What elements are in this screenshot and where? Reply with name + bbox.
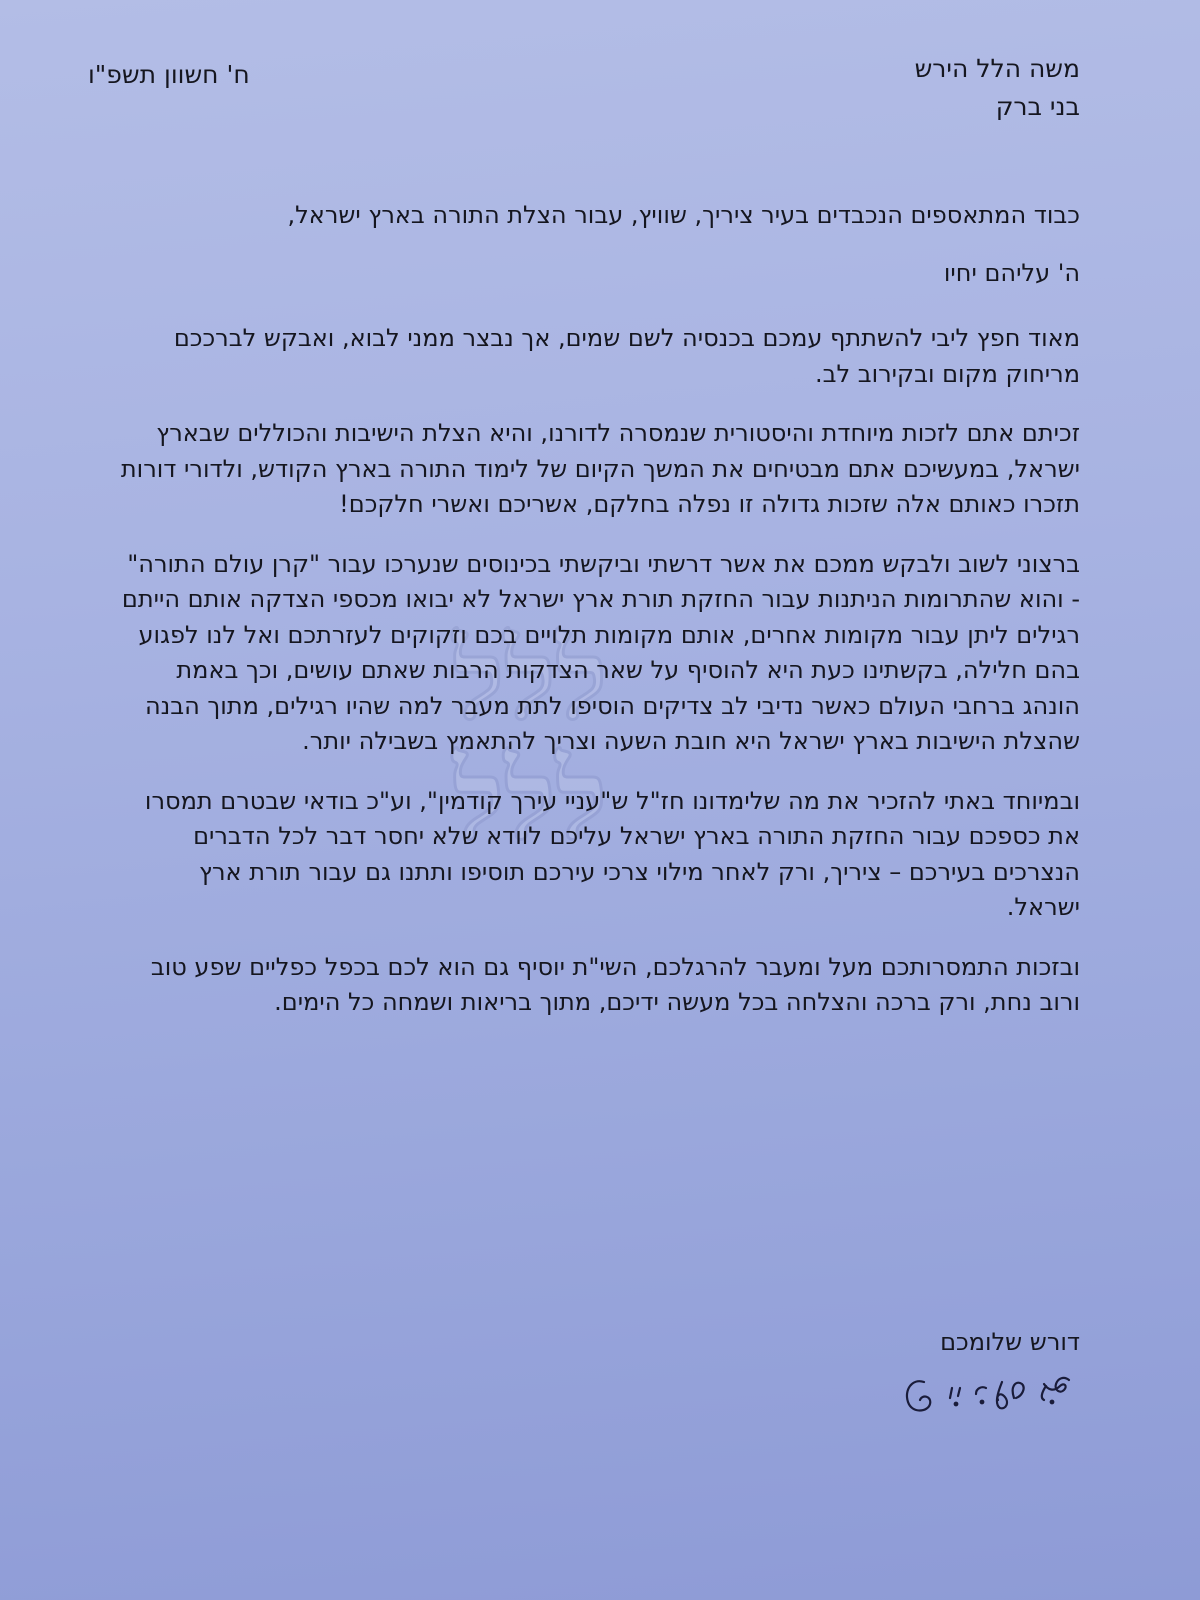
watermark-logo-icon: ללל ללל [452,615,608,864]
sender-block [915,50,1080,126]
paragraph-4: ובמיוחד באתי להזכיר את מה שלימדונו חז"ל ש"עניי עירך קודמין", וע"כ בודאי שבטרם תמסרו את כספכם עבור החזקת התורה בארץ ישראל עליכם לוודא שלא יחסר דבר לכל הדברים הנצרכים בעירכם – ציריך, ורק לאחר מילוי צרכי עירכם תוסיפו ותתנו גם עבור תורת ארץ ישראל. [144,786,1080,921]
signature-icon [864,1368,1084,1420]
paragraph-1: מאוד חפץ ליבי להשתתף עמכם בכנסיה לשם שמים, אך נבצר ממני לבוא, ואבקש לברככם מריחוק מקום ובקירוב לב. [173,324,1080,388]
paragraph-2: זכיתם אתם לזכות מיוחדת והיסטורית שנמסרה לדורנו, והיא הצלת הישיבות והכוללים שבארץ ישראל, במעשיכם אתם מבטיחים את המשך הקיום של לימוד התורה בארץ הקודש, ולדורי דורות תזכרו כאותם אלה שזכות גדולה זו נפלה בחלקם, אשריכם ואשרי חלקכם! [120,419,1080,518]
paragraph-5: ובזכות התמסרותכם מעל ומעבר להרגלכם, השי"ת יוסיף גם הוא לכם בכפל כפליים שפע טוב ורוב נחת, ורק ברכה והצלחה בכל מעשה ידיכם, מתוך בריאות ושמחה כל הימים. [150,952,1080,1016]
letter-body [120,198,1080,1045]
sender-city: בני ברק [995,92,1080,121]
addressee-line: כבוד המתאספים הנכבדים בעיר ציריך, שוויץ, עבור הצלת התורה בארץ ישראל, [287,201,1080,229]
greeting-line: ה' עליהם יחיו [943,258,1080,287]
sender-name: משה הלל הירש [914,54,1080,83]
closing-line: דורש שלומכם [940,1328,1080,1356]
paragraph-3: ברצוני לשוב ולבקש ממכם את אשר דרשתי וביקשתי בכינוסים שנערכו עבור "קרן עולם התורה" - והוא שהתרומות הניתנות עבור החזקת תורת ארץ ישראל לא יבואו מכספי הצדקה אותם הייתם רגילים ליתן עבור מקומות אחרים, אותם מקומות תלויים בכם וזקוקים לעזרתכם ואל לנו לפגוע בהם חלילה, בקשתינו כעת היא להוסיף על שאר הצדקות הרבות שאתם עושים, וכך באמת הונהג ברחבי העולם כאשר נדיבי לב צדיקים הוסיפו לתת מעבר למה שהיו רגילים, מתוך הבנה שהצלת הישיבות בארץ ישראל היא חובת השעה וצריך להתאמץ בשבילה יותר. [121,549,1080,755]
letter-date: ח' חשוון תשפ"ו [88,60,250,89]
